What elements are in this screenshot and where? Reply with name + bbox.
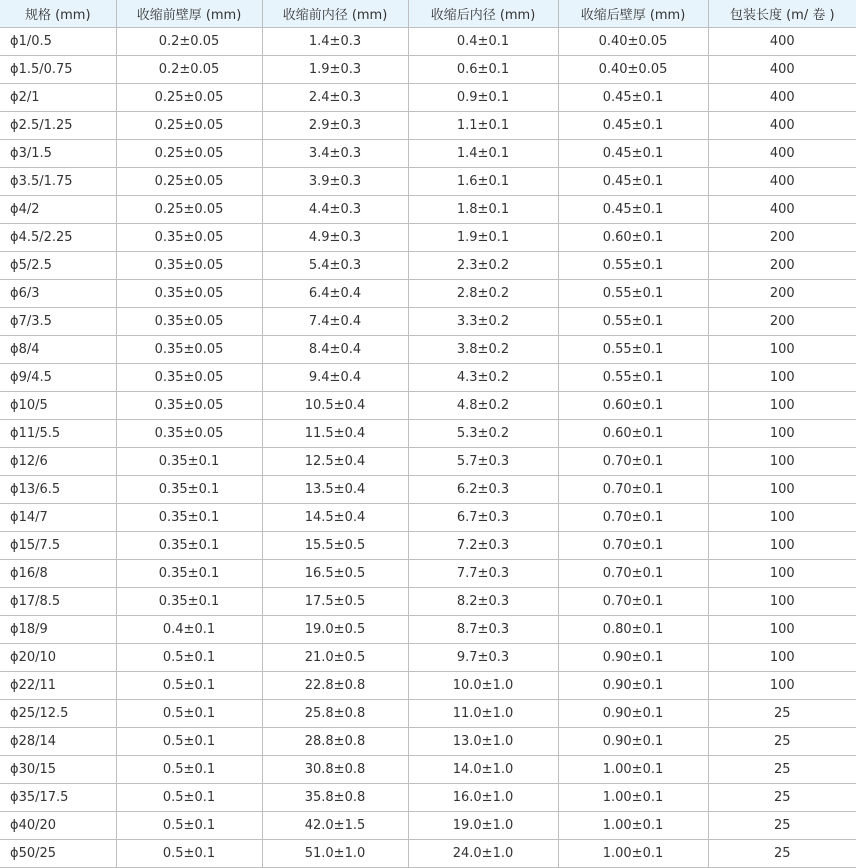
cell-wall-after: 0.90±0.1: [558, 644, 708, 672]
cell-pack-length: 100: [708, 420, 856, 448]
cell-spec: ϕ20/10: [0, 644, 116, 672]
cell-wall-after: 0.90±0.1: [558, 728, 708, 756]
cell-id-before: 35.8±0.8: [262, 784, 408, 812]
cell-wall-before: 0.35±0.05: [116, 224, 262, 252]
cell-id-before: 42.0±1.5: [262, 812, 408, 840]
cell-wall-after: 0.45±0.1: [558, 112, 708, 140]
cell-wall-after: 1.00±0.1: [558, 756, 708, 784]
cell-pack-length: 400: [708, 196, 856, 224]
table-row: [0, 252, 856, 280]
cell-id-before: 10.5±0.4: [262, 392, 408, 420]
cell-id-before: 19.0±0.5: [262, 616, 408, 644]
cell-spec: ϕ35/17.5: [0, 784, 116, 812]
cell-wall-before: 0.35±0.05: [116, 420, 262, 448]
cell-pack-length: 200: [708, 280, 856, 308]
cell-wall-after: 1.00±0.1: [558, 784, 708, 812]
table-row: [0, 616, 856, 644]
cell-pack-length: 400: [708, 28, 856, 56]
cell-pack-length: 100: [708, 644, 856, 672]
table-row: [0, 504, 856, 532]
cell-spec: ϕ17/8.5: [0, 588, 116, 616]
cell-id-before: 2.4±0.3: [262, 84, 408, 112]
cell-spec: ϕ40/20: [0, 812, 116, 840]
cell-wall-before: 0.5±0.1: [116, 700, 262, 728]
cell-id-after: 8.2±0.3: [408, 588, 558, 616]
cell-id-after: 7.2±0.3: [408, 532, 558, 560]
table-row: [0, 420, 856, 448]
cell-wall-after: 0.60±0.1: [558, 420, 708, 448]
cell-spec: ϕ4/2: [0, 196, 116, 224]
cell-wall-before: 0.25±0.05: [116, 140, 262, 168]
cell-wall-after: 0.70±0.1: [558, 588, 708, 616]
cell-id-before: 14.5±0.4: [262, 504, 408, 532]
cell-wall-before: 0.4±0.1: [116, 616, 262, 644]
cell-pack-length: 25: [708, 840, 856, 868]
cell-id-before: 1.4±0.3: [262, 28, 408, 56]
cell-spec: ϕ50/25: [0, 840, 116, 868]
cell-pack-length: 100: [708, 560, 856, 588]
table-row: [0, 336, 856, 364]
cell-id-after: 6.2±0.3: [408, 476, 558, 504]
cell-id-before: 12.5±0.4: [262, 448, 408, 476]
cell-spec: ϕ13/6.5: [0, 476, 116, 504]
cell-wall-after: 0.45±0.1: [558, 84, 708, 112]
cell-pack-length: 25: [708, 784, 856, 812]
cell-id-after: 3.8±0.2: [408, 336, 558, 364]
cell-id-before: 8.4±0.4: [262, 336, 408, 364]
cell-wall-before: 0.5±0.1: [116, 756, 262, 784]
table-row: [0, 728, 856, 756]
cell-wall-before: 0.25±0.05: [116, 196, 262, 224]
cell-wall-after: 0.60±0.1: [558, 224, 708, 252]
table-row: [0, 784, 856, 812]
table-row: [0, 28, 856, 56]
cell-wall-before: 0.35±0.1: [116, 532, 262, 560]
table-row: [0, 588, 856, 616]
cell-wall-before: 0.25±0.05: [116, 112, 262, 140]
cell-spec: ϕ1/0.5: [0, 28, 116, 56]
cell-wall-after: 0.45±0.1: [558, 168, 708, 196]
cell-wall-before: 0.35±0.1: [116, 448, 262, 476]
table-row: [0, 532, 856, 560]
cell-id-after: 13.0±1.0: [408, 728, 558, 756]
cell-pack-length: 400: [708, 112, 856, 140]
cell-pack-length: 100: [708, 672, 856, 700]
cell-id-before: 9.4±0.4: [262, 364, 408, 392]
cell-id-before: 15.5±0.5: [262, 532, 408, 560]
cell-pack-length: 100: [708, 616, 856, 644]
cell-pack-length: 400: [708, 84, 856, 112]
cell-id-after: 1.6±0.1: [408, 168, 558, 196]
cell-spec: ϕ25/12.5: [0, 700, 116, 728]
cell-spec: ϕ8/4: [0, 336, 116, 364]
cell-spec: ϕ18/9: [0, 616, 116, 644]
cell-id-before: 5.4±0.3: [262, 252, 408, 280]
cell-wall-after: 1.00±0.1: [558, 812, 708, 840]
cell-wall-after: 0.55±0.1: [558, 336, 708, 364]
table-row: [0, 308, 856, 336]
cell-id-before: 16.5±0.5: [262, 560, 408, 588]
cell-spec: ϕ4.5/2.25: [0, 224, 116, 252]
table-row: [0, 560, 856, 588]
cell-wall-before: 0.35±0.1: [116, 560, 262, 588]
cell-spec: ϕ12/6: [0, 448, 116, 476]
cell-wall-before: 0.5±0.1: [116, 812, 262, 840]
cell-spec: ϕ11/5.5: [0, 420, 116, 448]
cell-wall-after: 0.80±0.1: [558, 616, 708, 644]
cell-id-before: 7.4±0.4: [262, 308, 408, 336]
cell-wall-before: 0.35±0.05: [116, 252, 262, 280]
table-row: [0, 112, 856, 140]
cell-wall-before: 0.35±0.1: [116, 588, 262, 616]
cell-spec: ϕ2.5/1.25: [0, 112, 116, 140]
cell-wall-after: 0.45±0.1: [558, 140, 708, 168]
cell-wall-before: 0.2±0.05: [116, 28, 262, 56]
cell-id-before: 3.9±0.3: [262, 168, 408, 196]
header-id-after: 收缩后内径 (mm): [408, 0, 558, 28]
cell-wall-after: 0.55±0.1: [558, 364, 708, 392]
cell-id-after: 4.3±0.2: [408, 364, 558, 392]
cell-id-after: 0.6±0.1: [408, 56, 558, 84]
cell-wall-before: 0.2±0.05: [116, 56, 262, 84]
cell-spec: ϕ10/5: [0, 392, 116, 420]
cell-wall-before: 0.35±0.05: [116, 280, 262, 308]
cell-wall-before: 0.35±0.05: [116, 308, 262, 336]
cell-wall-after: 0.70±0.1: [558, 560, 708, 588]
cell-wall-after: 0.40±0.05: [558, 56, 708, 84]
header-wall-before: 收缩前壁厚 (mm): [116, 0, 262, 28]
table-row: [0, 56, 856, 84]
cell-id-before: 6.4±0.4: [262, 280, 408, 308]
cell-wall-after: 0.90±0.1: [558, 700, 708, 728]
cell-id-after: 1.1±0.1: [408, 112, 558, 140]
cell-id-after: 10.0±1.0: [408, 672, 558, 700]
table-row: [0, 280, 856, 308]
table-row: [0, 84, 856, 112]
cell-id-before: 25.8±0.8: [262, 700, 408, 728]
cell-id-after: 2.8±0.2: [408, 280, 558, 308]
cell-pack-length: 100: [708, 532, 856, 560]
cell-spec: ϕ14/7: [0, 504, 116, 532]
cell-wall-before: 0.5±0.1: [116, 644, 262, 672]
cell-id-after: 3.3±0.2: [408, 308, 558, 336]
cell-wall-after: 0.55±0.1: [558, 252, 708, 280]
cell-pack-length: 100: [708, 364, 856, 392]
header-pack-length: 包装长度 (m/ 卷 ): [708, 0, 856, 28]
cell-id-after: 0.4±0.1: [408, 28, 558, 56]
cell-wall-after: 0.70±0.1: [558, 476, 708, 504]
cell-id-after: 1.8±0.1: [408, 196, 558, 224]
cell-wall-before: 0.35±0.05: [116, 364, 262, 392]
cell-pack-length: 100: [708, 504, 856, 532]
cell-id-after: 0.9±0.1: [408, 84, 558, 112]
cell-spec: ϕ22/11: [0, 672, 116, 700]
cell-spec: ϕ7/3.5: [0, 308, 116, 336]
cell-id-before: 21.0±0.5: [262, 644, 408, 672]
cell-pack-length: 200: [708, 252, 856, 280]
cell-pack-length: 100: [708, 588, 856, 616]
table-row: [0, 672, 856, 700]
cell-wall-after: 0.70±0.1: [558, 448, 708, 476]
cell-wall-after: 1.00±0.1: [558, 840, 708, 868]
cell-pack-length: 200: [708, 308, 856, 336]
cell-id-before: 28.8±0.8: [262, 728, 408, 756]
cell-wall-before: 0.25±0.05: [116, 168, 262, 196]
cell-id-before: 2.9±0.3: [262, 112, 408, 140]
cell-id-after: 9.7±0.3: [408, 644, 558, 672]
cell-id-before: 22.8±0.8: [262, 672, 408, 700]
table-row: [0, 196, 856, 224]
cell-pack-length: 400: [708, 56, 856, 84]
cell-spec: ϕ30/15: [0, 756, 116, 784]
table-row: [0, 840, 856, 868]
cell-id-after: 4.8±0.2: [408, 392, 558, 420]
cell-pack-length: 25: [708, 756, 856, 784]
header-spec: 规格 (mm): [0, 0, 116, 28]
cell-pack-length: 100: [708, 392, 856, 420]
table-row: [0, 140, 856, 168]
cell-wall-after: 0.70±0.1: [558, 504, 708, 532]
cell-id-after: 1.4±0.1: [408, 140, 558, 168]
table-row: [0, 392, 856, 420]
cell-wall-after: 0.40±0.05: [558, 28, 708, 56]
cell-wall-after: 0.90±0.1: [558, 672, 708, 700]
cell-pack-length: 100: [708, 336, 856, 364]
cell-wall-after: 0.60±0.1: [558, 392, 708, 420]
cell-wall-before: 0.35±0.05: [116, 336, 262, 364]
cell-wall-before: 0.5±0.1: [116, 840, 262, 868]
cell-id-after: 7.7±0.3: [408, 560, 558, 588]
table-row: [0, 168, 856, 196]
cell-spec: ϕ16/8: [0, 560, 116, 588]
cell-wall-before: 0.35±0.1: [116, 476, 262, 504]
header-id-before: 收缩前内径 (mm): [262, 0, 408, 28]
cell-id-after: 6.7±0.3: [408, 504, 558, 532]
cell-wall-after: 0.45±0.1: [558, 196, 708, 224]
cell-wall-before: 0.25±0.05: [116, 84, 262, 112]
cell-spec: ϕ1.5/0.75: [0, 56, 116, 84]
cell-id-before: 30.8±0.8: [262, 756, 408, 784]
cell-id-before: 1.9±0.3: [262, 56, 408, 84]
cell-id-after: 2.3±0.2: [408, 252, 558, 280]
cell-wall-before: 0.5±0.1: [116, 672, 262, 700]
cell-spec: ϕ28/14: [0, 728, 116, 756]
cell-spec: ϕ3/1.5: [0, 140, 116, 168]
cell-id-after: 24.0±1.0: [408, 840, 558, 868]
header-row: [0, 0, 856, 28]
table-row: [0, 364, 856, 392]
cell-id-after: 11.0±1.0: [408, 700, 558, 728]
cell-pack-length: 100: [708, 476, 856, 504]
cell-pack-length: 100: [708, 448, 856, 476]
cell-id-after: 14.0±1.0: [408, 756, 558, 784]
cell-spec: ϕ9/4.5: [0, 364, 116, 392]
cell-id-before: 4.9±0.3: [262, 224, 408, 252]
table-row: [0, 756, 856, 784]
cell-id-after: 5.3±0.2: [408, 420, 558, 448]
cell-wall-before: 0.35±0.1: [116, 504, 262, 532]
cell-wall-after: 0.70±0.1: [558, 532, 708, 560]
cell-spec: ϕ2/1: [0, 84, 116, 112]
table-row: [0, 812, 856, 840]
table-row: [0, 644, 856, 672]
cell-spec: ϕ3.5/1.75: [0, 168, 116, 196]
cell-pack-length: 400: [708, 140, 856, 168]
cell-spec: ϕ15/7.5: [0, 532, 116, 560]
cell-wall-after: 0.55±0.1: [558, 280, 708, 308]
cell-pack-length: 25: [708, 812, 856, 840]
cell-id-before: 13.5±0.4: [262, 476, 408, 504]
cell-pack-length: 25: [708, 728, 856, 756]
cell-id-before: 4.4±0.3: [262, 196, 408, 224]
cell-id-after: 19.0±1.0: [408, 812, 558, 840]
cell-id-after: 16.0±1.0: [408, 784, 558, 812]
cell-spec: ϕ5/2.5: [0, 252, 116, 280]
cell-id-after: 8.7±0.3: [408, 616, 558, 644]
cell-pack-length: 200: [708, 224, 856, 252]
table-row: [0, 700, 856, 728]
cell-wall-before: 0.5±0.1: [116, 728, 262, 756]
cell-wall-before: 0.35±0.05: [116, 392, 262, 420]
cell-spec: ϕ6/3: [0, 280, 116, 308]
header-wall-after: 收缩后壁厚 (mm): [558, 0, 708, 28]
cell-pack-length: 25: [708, 700, 856, 728]
cell-id-before: 11.5±0.4: [262, 420, 408, 448]
table-row: [0, 224, 856, 252]
cell-wall-after: 0.55±0.1: [558, 308, 708, 336]
cell-wall-before: 0.5±0.1: [116, 784, 262, 812]
cell-id-after: 5.7±0.3: [408, 448, 558, 476]
table-row: [0, 476, 856, 504]
cell-id-before: 3.4±0.3: [262, 140, 408, 168]
cell-id-before: 51.0±1.0: [262, 840, 408, 868]
cell-id-after: 1.9±0.1: [408, 224, 558, 252]
cell-id-before: 17.5±0.5: [262, 588, 408, 616]
cell-pack-length: 400: [708, 168, 856, 196]
table-row: [0, 448, 856, 476]
